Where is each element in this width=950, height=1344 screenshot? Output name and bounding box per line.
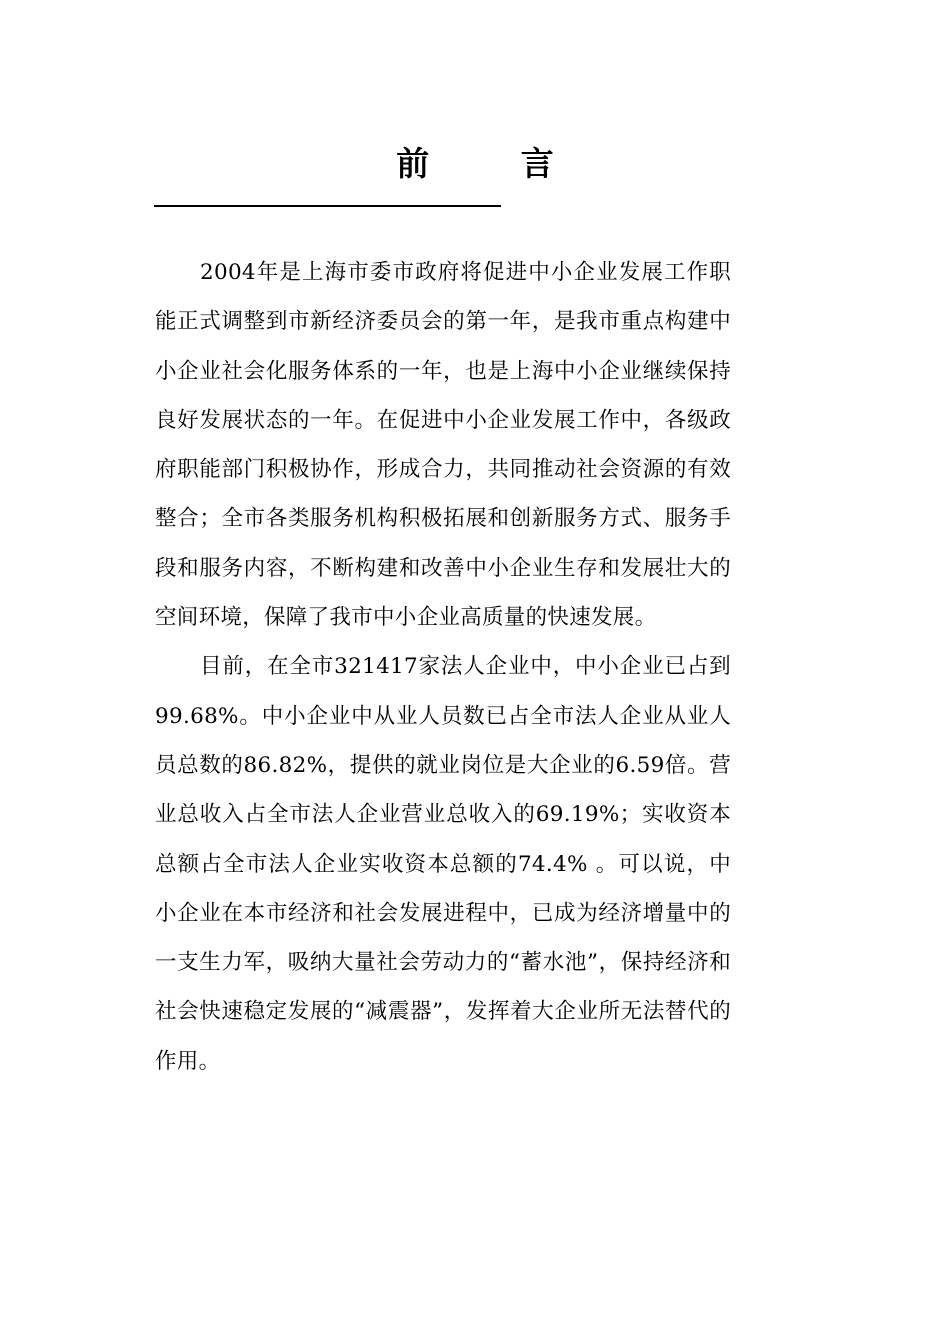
body-text — [155, 248, 731, 1086]
paragraph-1: 2004年是上海市委市政府将促进中小企业发展工作职能正式调整到市新经济委员会的第一年，是我市重点构建中小企业社会化服务体系的一年，也是上海中小企业继续保持良好发展状态的一年。在促进中小企业发展工作中，各级政府职能部门积极协作，形成合力，共同推动社会资源的有效整合；全市各类服务机构积极拓展和创新服务方式、服务手段和服务内容，不断构建和改善中小企业生存和发展壮大的空间环境，保障了我市中小企业高质量的快速发展。 — [155, 260, 731, 631]
paragraph-2: 目前，在全市321417家法人企业中，中小企业已占到99.68%。中小企业中从业人员数已占全市法人企业从业人员总数的86.82%，提供的就业岗位是大企业的6.59倍。营业总收入占全市法人企业营业总收入的69.19%；实收资本总额占全市法人企业实收资本总额的74.4% 。可以说，中小企业在本市经济和社会发展进程中，已成为经济增量中的一支生力军，吸纳大量社会劳动力的“蓄水池”，保持经济和社会快速稳定发展的“减震器”，发挥着大企业所无法替代的作用。 — [155, 654, 731, 1074]
page-title: 前 言 — [396, 144, 594, 183]
title-underline — [154, 205, 501, 207]
